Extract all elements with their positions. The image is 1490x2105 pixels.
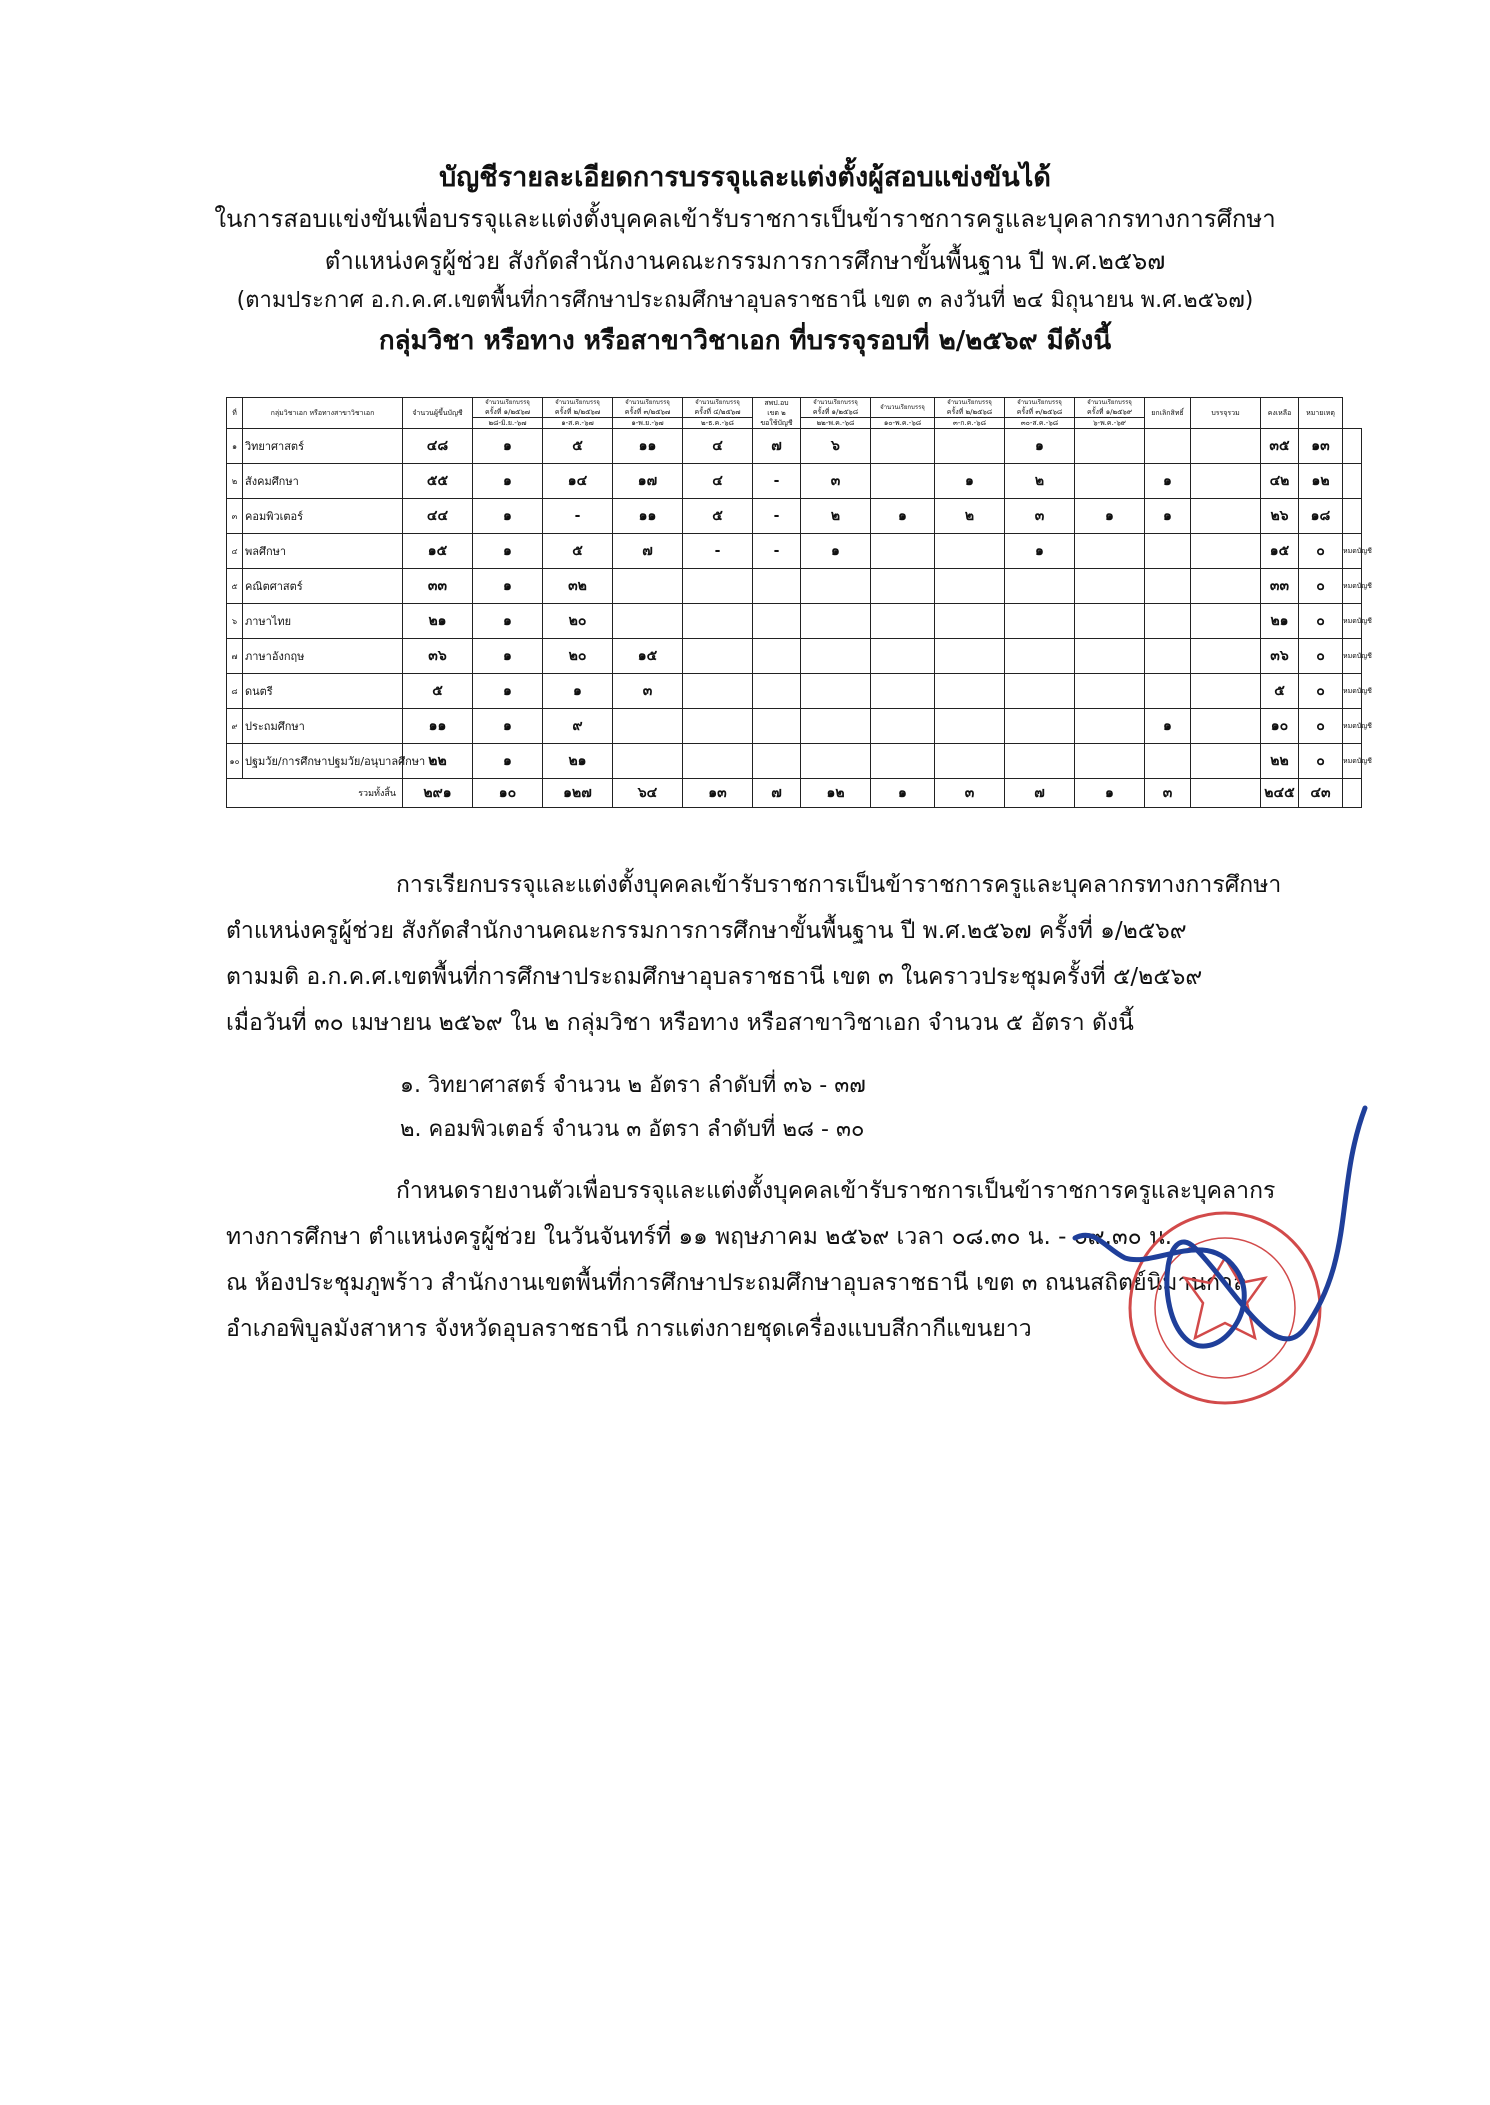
- cell-round-value: [801, 674, 871, 709]
- paragraph-call: [226, 862, 1362, 1046]
- cell-round-value: ๑: [1145, 499, 1191, 534]
- paragraph-line: ตามมติ อ.ก.ค.ศ.เขตพื้นที่การศึกษาประถมศึกษาอุบลราชธานี เขต ๓ ในคราวประชุมครั้งที่ ๕/๒๕๖๙: [226, 964, 1203, 990]
- paragraph-line: ณ ห้องประชุมภูพร้าว สำนักงานเขตพื้นที่การศึกษาประถมศึกษาอุบลราชธานี เขต ๓ ถนนสถิตย์นิมานกาล: [226, 1270, 1248, 1296]
- cell-round-value: -: [753, 464, 801, 499]
- total-sum: ๒๔๕: [1261, 779, 1299, 808]
- table-row: [227, 569, 1362, 604]
- cell-total: ๒๒: [1261, 744, 1299, 779]
- total-round-value: ๑๒: [801, 779, 871, 808]
- cell-round-value: [871, 534, 935, 569]
- header-round: จำนวนเรียกบรรจุ ครั้งที่ ๑/๒๕๖๘: [801, 398, 871, 418]
- cell-subject: วิทยาศาสตร์: [243, 429, 403, 464]
- cell-round-value: -: [753, 499, 801, 534]
- handwritten-signature-icon: [1075, 1108, 1365, 1346]
- total-remain: ๔๓: [1299, 779, 1343, 808]
- cell-round-value: [1005, 569, 1075, 604]
- cell-round-value: [753, 639, 801, 674]
- cell-remain: ๑๘: [1299, 499, 1343, 534]
- total-round-value: ๑: [1075, 779, 1145, 808]
- cell-round-value: [1191, 604, 1261, 639]
- heading-line-4: (ตามประกาศ อ.ก.ค.ศ.เขตพื้นที่การศึกษาประถมศึกษาอุบลราชธานี เขต ๓ ลงวันที่ ๒๔ มิถุนายน พ.ศ.๒๕๖๗): [236, 288, 1254, 313]
- cell-round-value: [801, 744, 871, 779]
- cell-round-value: [613, 709, 683, 744]
- cell-round-value: [613, 604, 683, 639]
- header-round: จำนวนเรียกบรรจุ ครั้งที่ ๒/๒๕๖๘: [935, 398, 1005, 418]
- cell-round-value: [871, 744, 935, 779]
- cell-round-value: ๑: [473, 639, 543, 674]
- header-ospo: สพป.อบ เขต ๒ ขอใช้บัญชี: [753, 398, 801, 429]
- cell-round-value: ๑: [473, 429, 543, 464]
- cell-round-value: [1075, 744, 1145, 779]
- table-row: [227, 534, 1362, 569]
- cell-round-value: ๑๑: [613, 429, 683, 464]
- total-round-value: [1191, 779, 1261, 808]
- total-count: ๒๙๑: [403, 779, 473, 808]
- cell-round-value: [613, 744, 683, 779]
- paragraph-line: กำหนดรายงานตัวเพื่อบรรจุและแต่งตั้งบุคคลเข้ารับราชการเป็นข้าราชการครูและบุคลากร: [396, 1178, 1276, 1204]
- table-row: [227, 639, 1362, 674]
- cell-round-value: ๔: [683, 429, 753, 464]
- cell-no: ๓: [227, 499, 243, 534]
- cell-no: ๔: [227, 534, 243, 569]
- cell-total: ๔๒: [1261, 464, 1299, 499]
- cell-subject: ภาษาอังกฤษ: [243, 639, 403, 674]
- cell-round-value: [1191, 709, 1261, 744]
- cell-count: ๕: [403, 674, 473, 709]
- cell-round-value: [1075, 429, 1145, 464]
- cell-round-value: ๑: [1145, 709, 1191, 744]
- cell-round-value: [1191, 499, 1261, 534]
- table-row: [227, 464, 1362, 499]
- total-round-value: ๖๔: [613, 779, 683, 808]
- table-row: [227, 674, 1362, 709]
- cell-round-value: ๑๔: [543, 464, 613, 499]
- table-row: [227, 744, 1362, 779]
- cell-note: หมดบัญชี: [1343, 744, 1362, 779]
- cell-round-value: -: [543, 499, 613, 534]
- cell-round-value: [1191, 429, 1261, 464]
- header-subject: กลุ่มวิชาเอก หรือทางสาขาวิชาเอก: [243, 398, 403, 429]
- cell-round-value: [1075, 569, 1145, 604]
- cell-note: หมดบัญชี: [1343, 639, 1362, 674]
- cell-round-value: [753, 569, 801, 604]
- cell-round-value: [1145, 534, 1191, 569]
- cell-no: ๑๐: [227, 744, 243, 779]
- header-date: ๑-พ.ย.-๖๗: [613, 418, 683, 429]
- cell-round-value: ๗: [613, 534, 683, 569]
- header-date: ๓-ก.ค.-๖๘: [935, 418, 1005, 429]
- cell-no: ๙: [227, 709, 243, 744]
- cell-round-value: ๑: [801, 534, 871, 569]
- cell-round-value: ๖: [801, 429, 871, 464]
- cell-round-value: ๑๗: [613, 464, 683, 499]
- cell-round-value: [753, 709, 801, 744]
- cell-no: ๘: [227, 674, 243, 709]
- document-heading: [140, 158, 1350, 362]
- cell-round-value: [801, 639, 871, 674]
- cell-round-value: ๑: [935, 464, 1005, 499]
- cell-remain: ๐: [1299, 604, 1343, 639]
- cell-no: ๖: [227, 604, 243, 639]
- header-date: ๑๐-พ.ค.-๖๘: [871, 418, 935, 429]
- header-date: ๖-พ.ค.-๖๙: [1075, 418, 1145, 429]
- cell-round-value: [1191, 639, 1261, 674]
- cell-round-value: [871, 709, 935, 744]
- document-title: บัญชีรายละเอียดการบรรจุและแต่งตั้งผู้สอบแข่งขันได้: [439, 162, 1051, 193]
- cell-round-value: [935, 604, 1005, 639]
- table-row: [227, 429, 1362, 464]
- cell-round-value: [1005, 639, 1075, 674]
- total-round-value: ๗: [753, 779, 801, 808]
- cell-round-value: [935, 674, 1005, 709]
- cell-round-value: ๑: [1075, 499, 1145, 534]
- paragraph-line: ทางการศึกษา ตำแหน่งครูผู้ช่วย ในวันจันทร์ที่ ๑๑ พฤษภาคม ๒๕๖๙ เวลา ๐๘.๓๐ น. - ๐๙.๓๐ น.: [226, 1224, 1173, 1250]
- cell-round-value: [1145, 639, 1191, 674]
- cell-round-value: ๑: [473, 534, 543, 569]
- cell-round-value: ๒: [935, 499, 1005, 534]
- header-round: จำนวนเรียกบรรจุ ครั้งที่ ๓/๒๕๖๗: [613, 398, 683, 418]
- cell-round-value: [801, 604, 871, 639]
- cell-round-value: [683, 639, 753, 674]
- cell-note: หมดบัญชี: [1343, 604, 1362, 639]
- cell-count: ๕๕: [403, 464, 473, 499]
- cell-round-value: [1075, 534, 1145, 569]
- cell-remain: ๐: [1299, 709, 1343, 744]
- cell-no: ๕: [227, 569, 243, 604]
- cell-round-value: [1075, 464, 1145, 499]
- cell-remain: ๑๒: [1299, 464, 1343, 499]
- official-seal-icon: [1130, 1213, 1320, 1403]
- cell-round-value: ๓: [1005, 499, 1075, 534]
- cell-round-value: [1191, 569, 1261, 604]
- cell-round-value: ๒: [801, 499, 871, 534]
- table-row: [227, 499, 1362, 534]
- cell-round-value: -: [753, 534, 801, 569]
- cell-round-value: [683, 744, 753, 779]
- header-round: จำนวนเรียกบรรจุ ครั้งที่ ๒/๒๕๖๗: [543, 398, 613, 418]
- cell-round-value: [871, 674, 935, 709]
- cell-round-value: [683, 709, 753, 744]
- header-no: ที่: [227, 398, 243, 429]
- cell-round-value: ๑: [871, 499, 935, 534]
- total-round-value: ๓: [935, 779, 1005, 808]
- paragraph-line: อำเภอพิบูลมังสาหาร จังหวัดอุบลราชธานี การแต่งกายชุดเครื่องแบบสีกากีแขนยาว: [226, 1316, 1032, 1342]
- cell-round-value: ๙: [543, 709, 613, 744]
- cell-total: ๒๑: [1261, 604, 1299, 639]
- cell-round-value: ๑: [543, 674, 613, 709]
- cell-count: ๓๓: [403, 569, 473, 604]
- placement-list: [400, 1064, 866, 1152]
- cell-remain: ๐: [1299, 534, 1343, 569]
- cell-subject: พลศึกษา: [243, 534, 403, 569]
- header-remain: คงเหลือ: [1261, 398, 1299, 429]
- cell-round-value: [1145, 569, 1191, 604]
- cell-round-value: ๑: [1145, 464, 1191, 499]
- cell-note: [1343, 429, 1362, 464]
- cell-round-value: [871, 429, 935, 464]
- header-total: บรรจุรวม: [1191, 398, 1261, 429]
- cell-round-value: [1191, 534, 1261, 569]
- cell-round-value: ๓: [613, 674, 683, 709]
- cell-note: หมดบัญชี: [1343, 709, 1362, 744]
- cell-round-value: [1145, 744, 1191, 779]
- cell-round-value: ๑: [1005, 534, 1075, 569]
- cell-subject: ดนตรี: [243, 674, 403, 709]
- cell-note: หมดบัญชี: [1343, 674, 1362, 709]
- table-row: [227, 604, 1362, 639]
- cell-remain: ๑๓: [1299, 429, 1343, 464]
- heading-line-2: ในการสอบแข่งขันเพื่อบรรจุและแต่งตั้งบุคคลเข้ารับราชการเป็นข้าราชการครูและบุคลากรทางการศึกษา: [214, 205, 1276, 233]
- total-note: [1343, 779, 1362, 808]
- table-body: [227, 429, 1372, 808]
- cell-remain: ๐: [1299, 639, 1343, 674]
- cell-total: ๑๕: [1261, 534, 1299, 569]
- cell-count: ๑๕: [403, 534, 473, 569]
- cell-total: ๓๕: [1261, 429, 1299, 464]
- cell-subject: คณิตศาสตร์: [243, 569, 403, 604]
- cell-round-value: [871, 639, 935, 674]
- cell-subject: สังคมศึกษา: [243, 464, 403, 499]
- cell-round-value: ๑: [473, 604, 543, 639]
- cell-round-value: [753, 604, 801, 639]
- cell-note: หมดบัญชี: [1343, 534, 1362, 569]
- heading-line-3: ตำแหน่งครูผู้ช่วย สังกัดสำนักงานคณะกรรมการการศึกษาขั้นพื้นฐาน ปี พ.ศ.๒๕๖๗: [324, 247, 1166, 275]
- header-date: ๒๘-มิ.ย.-๖๗: [473, 418, 543, 429]
- cell-round-value: ๕: [543, 429, 613, 464]
- total-label: รวมทั้งสิ้น: [227, 779, 403, 808]
- cell-round-value: [935, 429, 1005, 464]
- header-date: ๒๒-พ.ค.-๖๘: [801, 418, 871, 429]
- cell-count: ๔๔: [403, 499, 473, 534]
- cell-round-value: [1191, 464, 1261, 499]
- cell-round-value: [1005, 709, 1075, 744]
- cell-no: ๒: [227, 464, 243, 499]
- cell-round-value: [935, 744, 1005, 779]
- cell-round-value: [1145, 429, 1191, 464]
- cell-round-value: [1005, 604, 1075, 639]
- cell-round-value: [1145, 674, 1191, 709]
- total-round-value: ๑๒๗: [543, 779, 613, 808]
- cell-remain: ๐: [1299, 744, 1343, 779]
- cell-round-value: [935, 639, 1005, 674]
- cell-round-value: [1075, 709, 1145, 744]
- cell-round-value: [1145, 604, 1191, 639]
- cell-round-value: ๕: [543, 534, 613, 569]
- cell-round-value: [1075, 639, 1145, 674]
- cell-round-value: [1191, 674, 1261, 709]
- cell-subject: คอมพิวเตอร์: [243, 499, 403, 534]
- header-count: จำนวนผู้ขึ้นบัญชี: [403, 398, 473, 429]
- cell-subject: ปฐมวัย/การศึกษาปฐมวัย/อนุบาลศึกษา: [243, 744, 403, 779]
- cell-round-value: [935, 534, 1005, 569]
- cell-round-value: -: [683, 534, 753, 569]
- paragraph-line: เมื่อวันที่ ๓๐ เมษายน ๒๕๖๙ ใน ๒ กลุ่มวิชา หรือทาง หรือสาขาวิชาเอก จำนวน ๕ อัตรา ดังนี้: [226, 1010, 1134, 1036]
- cell-round-value: ๑๑: [613, 499, 683, 534]
- cell-round-value: [1191, 744, 1261, 779]
- cell-round-value: ๓: [801, 464, 871, 499]
- cell-round-value: [801, 709, 871, 744]
- cell-subject: ภาษาไทย: [243, 604, 403, 639]
- total-round-value: ๑๓: [683, 779, 753, 808]
- total-round-value: ๓: [1145, 779, 1191, 808]
- cell-remain: ๐: [1299, 674, 1343, 709]
- header-round: จำนวนเรียกบรรจุ: [871, 398, 935, 418]
- cell-round-value: [1005, 674, 1075, 709]
- cell-note: [1343, 464, 1362, 499]
- cell-remain: ๐: [1299, 569, 1343, 604]
- cell-note: หมดบัญชี: [1343, 569, 1362, 604]
- total-round-value: ๗: [1005, 779, 1075, 808]
- cell-round-value: [683, 674, 753, 709]
- cell-round-value: ๓๒: [543, 569, 613, 604]
- cell-total: ๓๖: [1261, 639, 1299, 674]
- header-round: จำนวนเรียกบรรจุ ครั้งที่ ๓/๒๕๖๘: [1005, 398, 1075, 418]
- cell-count: ๓๖: [403, 639, 473, 674]
- cell-round-value: ๑: [473, 569, 543, 604]
- cell-round-value: ๑: [473, 464, 543, 499]
- total-round-value: ๑: [871, 779, 935, 808]
- cell-round-value: [683, 569, 753, 604]
- cell-round-value: ๔: [683, 464, 753, 499]
- list-item: ๑. วิทยาศาสตร์ จำนวน ๒ อัตรา ลำดับที่ ๓๖ - ๓๗: [400, 1073, 866, 1098]
- header-date: ๒-ธ.ค.-๖๘: [683, 418, 753, 429]
- paragraph-line: ตำแหน่งครูผู้ช่วย สังกัดสำนักงานคณะกรรมการการศึกษาขั้นพื้นฐาน ปี พ.ศ.๒๕๖๗ ครั้งที่ ๑/๒๕๖๙: [226, 918, 1187, 944]
- cell-round-value: ๒๑: [543, 744, 613, 779]
- cell-count: ๒๒: [403, 744, 473, 779]
- cell-count: ๑๑: [403, 709, 473, 744]
- header-round: จำนวนเรียกบรรจุ ครั้งที่ ๑/๒๕๖๙: [1075, 398, 1145, 418]
- cell-round-value: ๒๐: [543, 604, 613, 639]
- cell-round-value: [935, 569, 1005, 604]
- cell-no: ๗: [227, 639, 243, 674]
- cell-round-value: [871, 604, 935, 639]
- cell-round-value: ๒๐: [543, 639, 613, 674]
- cell-total: ๕: [1261, 674, 1299, 709]
- cell-round-value: [871, 569, 935, 604]
- cell-note: [1343, 499, 1362, 534]
- cell-round-value: ๕: [683, 499, 753, 534]
- cell-total: ๑๐: [1261, 709, 1299, 744]
- cell-round-value: [1075, 674, 1145, 709]
- cell-round-value: ๑: [473, 674, 543, 709]
- table-row: [227, 709, 1362, 744]
- cell-round-value: [683, 604, 753, 639]
- cell-round-value: [753, 744, 801, 779]
- heading-line-5: กลุ่มวิชา หรือทาง หรือสาขาวิชาเอก ที่บรรจุรอบที่ ๒/๒๕๖๙ มีดังนี้: [378, 326, 1112, 356]
- cell-no: ๑: [227, 429, 243, 464]
- header-round: จำนวนเรียกบรรจุ ครั้งที่ ๔/๒๕๖๗: [683, 398, 753, 418]
- cell-total: ๒๖: [1261, 499, 1299, 534]
- cell-round-value: ๑: [473, 499, 543, 534]
- cell-round-value: [935, 709, 1005, 744]
- cell-round-value: [801, 569, 871, 604]
- table-header-row: [227, 398, 1362, 418]
- cell-subject: ประถมศึกษา: [243, 709, 403, 744]
- cell-round-value: ๗: [753, 429, 801, 464]
- list-item: ๒. คอมพิวเตอร์ จำนวน ๓ อัตรา ลำดับที่ ๒๘ - ๓๐: [400, 1117, 865, 1142]
- total-row: [227, 779, 1362, 808]
- cell-round-value: [1005, 744, 1075, 779]
- total-round-value: ๑๐: [473, 779, 543, 808]
- cell-round-value: [871, 464, 935, 499]
- cell-round-value: ๑๕: [613, 639, 683, 674]
- cell-total: ๓๓: [1261, 569, 1299, 604]
- cell-round-value: [613, 569, 683, 604]
- cell-round-value: [1075, 604, 1145, 639]
- cell-round-value: ๑: [473, 744, 543, 779]
- cell-round-value: ๑: [473, 709, 543, 744]
- placement-table: [226, 397, 1372, 808]
- cell-count: ๔๘: [403, 429, 473, 464]
- cell-round-value: ๒: [1005, 464, 1075, 499]
- seal-and-signature: [1035, 1108, 1375, 1438]
- cell-round-value: ๑: [1005, 429, 1075, 464]
- header-transfer: ยกเลิกสิทธิ์: [1145, 398, 1191, 429]
- header-date: ๑-ส.ค.-๖๗: [543, 418, 613, 429]
- header-date: ๓๐-ส.ค.-๖๘: [1005, 418, 1075, 429]
- cell-round-value: [753, 674, 801, 709]
- paragraph-line: การเรียกบรรจุและแต่งตั้งบุคคลเข้ารับราชการเป็นข้าราชการครูและบุคลากรทางการศึกษา: [396, 872, 1282, 898]
- header-note: หมายเหตุ: [1299, 398, 1343, 429]
- header-round: จำนวนเรียกบรรจุ ครั้งที่ ๑/๒๕๖๗: [473, 398, 543, 418]
- cell-count: ๒๑: [403, 604, 473, 639]
